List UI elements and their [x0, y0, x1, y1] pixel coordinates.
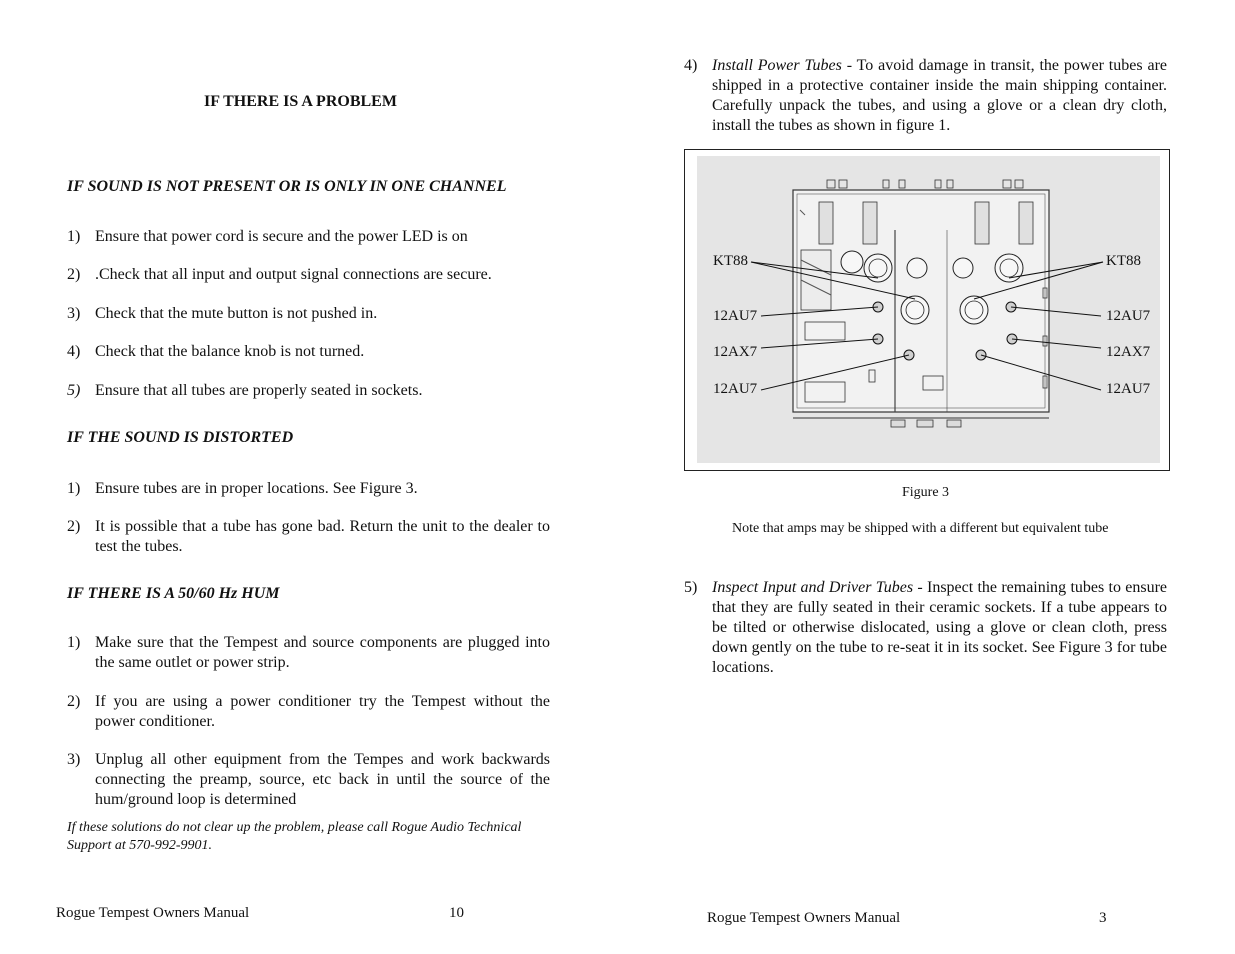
step-install-power-tubes: 4) Install Power Tubes - To avoid damage in transit, the power tubes are shipped in a protective container inside the main shipping container. Carefully unpack the tubes, and using a glove or a clean dry cloth, install the tubes as shown in figure 1.	[684, 57, 1167, 134]
list-item: 2) It is possible that a tube has gone bad. Return the unit to the dealer to test the tubes.	[67, 518, 550, 555]
amplifier-top-view-diagram	[685, 150, 1169, 470]
list-item: 3) Check that the mute button is not pushed in.	[67, 305, 378, 322]
label-12ax7-right: 12AX7	[1106, 344, 1151, 360]
label-12ax7-left: 12AX7	[713, 344, 758, 360]
figure-tube-layout	[684, 149, 1170, 471]
figure-note: Note that amps may be shipped with a different but equivalent tube	[732, 521, 1109, 536]
section-heading-hum: IF THERE IS A 50/60 Hz HUM	[67, 585, 280, 602]
page-number: 10	[449, 905, 464, 921]
page-number-right: 3	[1099, 910, 1107, 926]
section-heading-no-sound: IF SOUND IS NOT PRESENT OR IS ONLY IN ONE CHANNEL	[67, 178, 507, 195]
support-note: If these solutions do not clear up the problem, please call Rogue Audio Technical Support at 570-992-9901.	[67, 820, 522, 853]
list-item: 1) Ensure tubes are in proper locations. See Figure 3.	[67, 480, 418, 497]
list-item: 5) Ensure that all tubes are properly seated in sockets.	[67, 382, 423, 399]
list-item: 4) Check that the balance knob is not turned.	[67, 343, 365, 360]
label-12au7-left-lower: 12AU7	[713, 381, 758, 397]
step-inspect-driver-tubes: 5) Inspect Input and Driver Tubes - Inspect the remaining tubes to ensure that they are fully seated in their ceramic sockets. If a tube appears to be tilted or otherwise dislocated, using a glove or clean cloth, press down gently on the tube to re-seat it in its socket. See Figure 3 for tube locations.	[684, 579, 1167, 676]
list-item: 2) .Check that all input and output signal connections are secure.	[67, 266, 492, 283]
label-kt88-left: KT88	[713, 253, 748, 269]
label-12au7-left: 12AU7	[713, 308, 758, 324]
figure-caption: Figure 3	[902, 485, 950, 500]
footer-title-right: Rogue Tempest Owners Manual	[707, 910, 901, 926]
list-item: 1) Ensure that power cord is secure and the power LED is on	[67, 228, 468, 245]
list-item: 2) If you are using a power conditioner try the Tempest without the power conditioner.	[67, 693, 550, 730]
list-item: 1) Make sure that the Tempest and source components are plugged into the same outlet or power strip.	[67, 634, 550, 671]
label-12au7-right: 12AU7	[1106, 308, 1151, 324]
footer-title: Rogue Tempest Owners Manual	[56, 905, 250, 921]
label-12au7-right-lower: 12AU7	[1106, 381, 1151, 397]
section-heading-distorted: IF THE SOUND IS DISTORTED	[67, 429, 294, 446]
list-item: 3) Unplug all other equipment from the Tempes and work backwards connecting the preamp, source, etc back in until the source of the hum/ground loop is determined	[67, 751, 550, 808]
label-kt88-right: KT88	[1106, 253, 1141, 269]
page-title: IF THERE IS A PROBLEM	[204, 93, 397, 110]
